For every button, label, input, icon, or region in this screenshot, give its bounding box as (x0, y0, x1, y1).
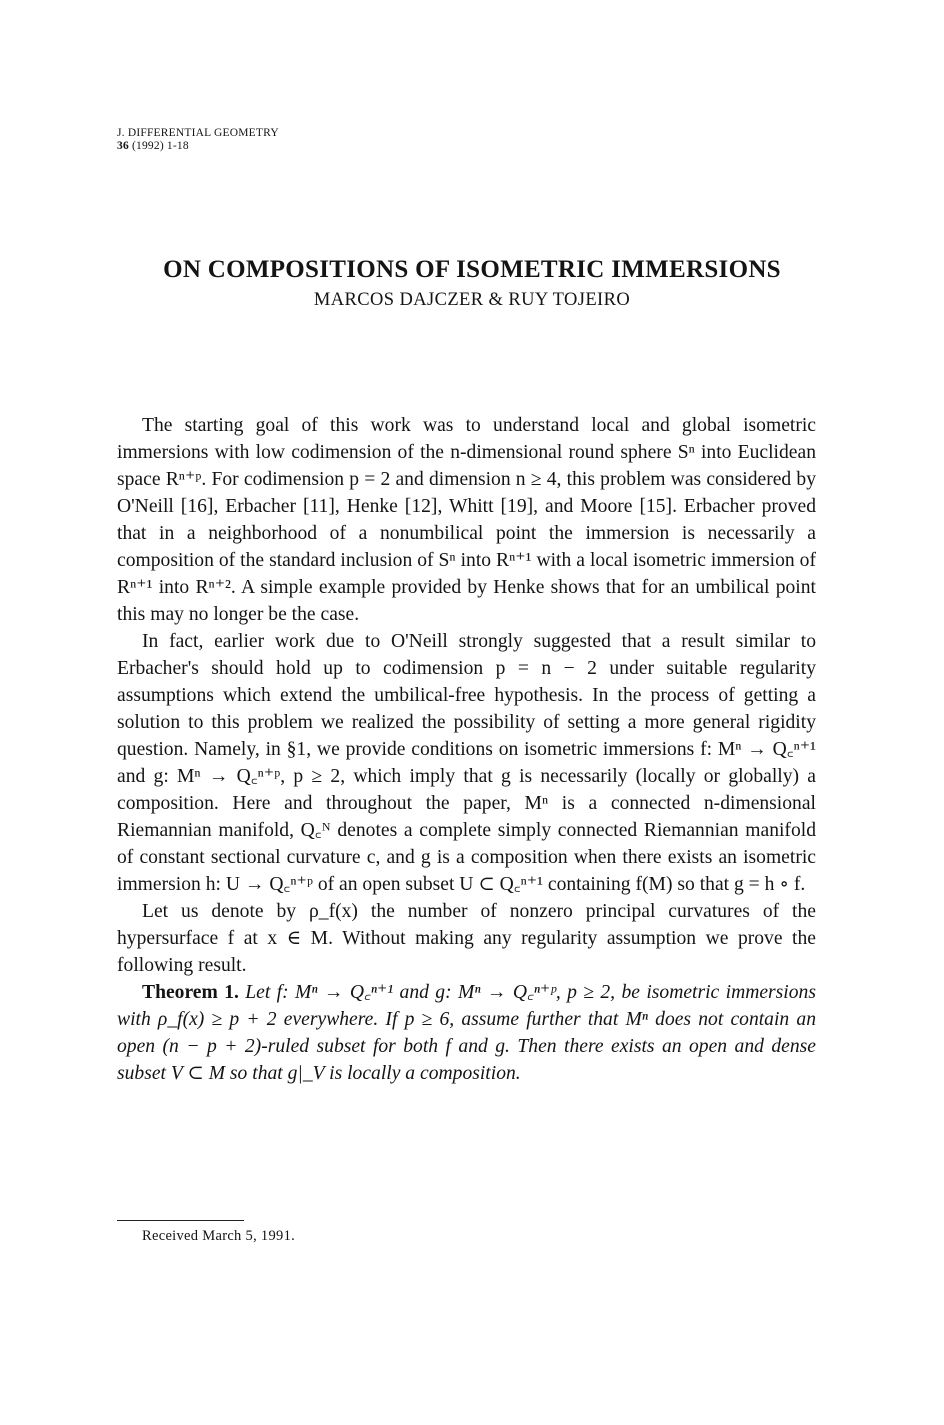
journal-name: J. DIFFERENTIAL GEOMETRY (117, 127, 279, 139)
received-date: Received March 5, 1991. (142, 1228, 296, 1244)
footnote-rule (117, 1220, 244, 1221)
paragraph-3: Let us denote by ρ_f(x) the number of nonzero principal curvatures of the hypersurface f at x ∈ M. Without making any regularity assumption we prove the following result. (117, 901, 816, 976)
theorem-label: Theorem 1. (142, 982, 239, 1003)
theorem-1 (117, 979, 816, 1087)
paper-authors: MARCOS DAJCZER & RUY TOJEIRO (313, 290, 631, 310)
paper-body (117, 412, 816, 1087)
journal-volume: 36 (117, 140, 129, 152)
theorem-text: Let f: Mⁿ → Q꜀ⁿ⁺¹ and g: Mⁿ → Q꜀ⁿ⁺ᵖ, p ≥ 2, be isometric immersions with ρ_f(x) ≥ p + 2 everywhere. If p ≥ 6, assume further that Mⁿ does not contain an open (n − p + 2)-ruled subset for both f and g. Then there exists an open and dense subset V ⊂ M so that g|_V is locally a composition. (117, 982, 816, 1084)
paragraph-2: In fact, earlier work due to O'Neill strongly suggested that a result similar to Erbacher's should hold up to codimension p = n − 2 under suitable regularity assumptions which extend the umbilical-free hypothesis. In the process of getting a solution to this problem we realized the possibility of setting a more general rigidity question. Namely, in §1, we provide conditions on isometric immersions f: Mⁿ → Q꜀ⁿ⁺¹ and g: Mⁿ → Q꜀ⁿ⁺ᵖ, p ≥ 2, which imply that g is necessarily (locally or globally) a composition. Here and throughout the paper, Mⁿ is a connected n-dimensional Riemannian manifold, Q꜀ᴺ denotes a complete simply connected Riemannian manifold of constant sectional curvature c, and g is a composition when there exists an isometric immersion h: U → Q꜀ⁿ⁺ᵖ of an open subset U ⊂ Q꜀ⁿ⁺¹ containing f(M) so that g = h ∘ f. (117, 631, 816, 895)
journal-citation (117, 140, 279, 153)
journal-pages: (1992) 1-18 (131, 140, 189, 152)
journal-header (117, 127, 279, 153)
paper-title: ON COMPOSITIONS OF ISOMETRIC IMMERSIONS (163, 256, 781, 283)
paragraph-1: The starting goal of this work was to understand local and global isometric immersions with low codimension of the n-dimensional round sphere Sⁿ into Euclidean space Rⁿ⁺ᵖ. For codimension p = 2 and dimension n ≥ 4, this problem was considered by O'Neill [16], Erbacher [11], Henke [12], Whitt [19], and Moore [15]. Erbacher proved that in a neighborhood of a nonumbilical point the immersion is necessarily a composition of the standard inclusion of Sⁿ into Rⁿ⁺¹ with a local isometric immersion of Rⁿ⁺¹ into Rⁿ⁺². A simple example provided by Henke shows that for an umbilical point this may no longer be the case. (117, 415, 816, 625)
